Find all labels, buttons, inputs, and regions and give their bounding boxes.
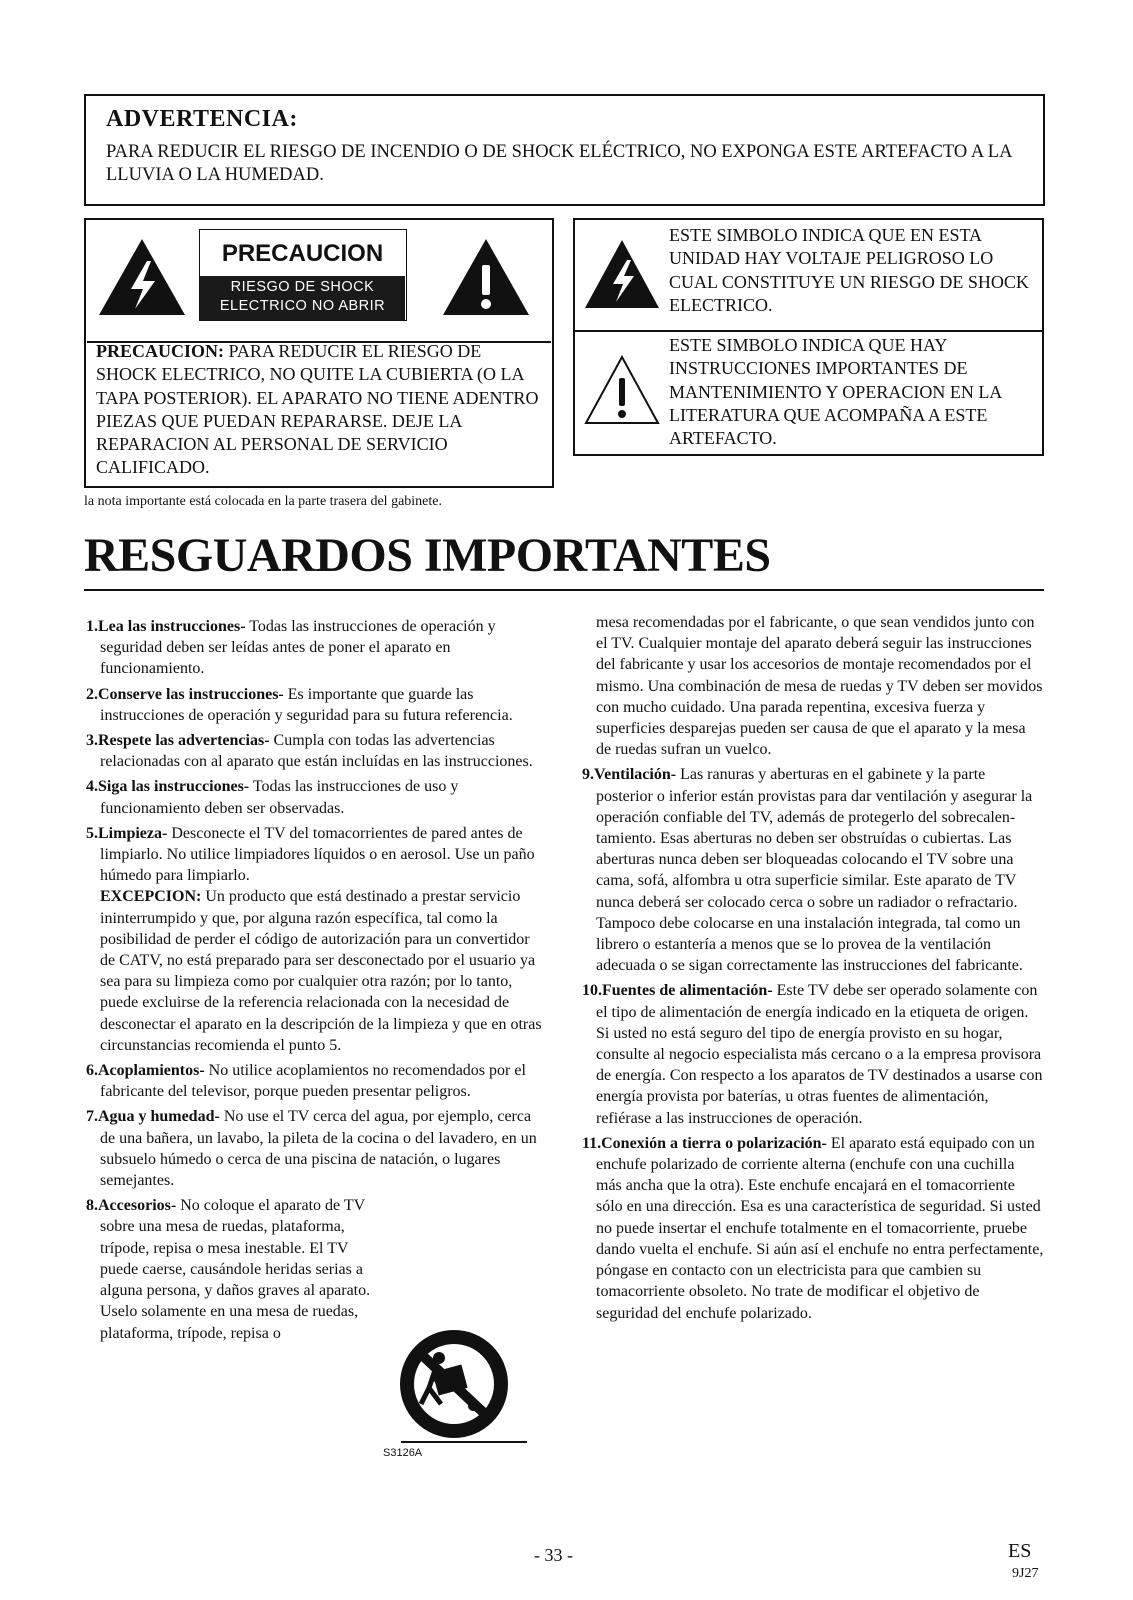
- figure-code: S3126A: [383, 1447, 423, 1459]
- advertencia-title: ADVERTENCIA:: [106, 106, 298, 132]
- item-8-continued: mesa recomendadas por el fabricante, o que sean vendidos junto con el TV. Cualquier montaje del aparato deberá seguir las instrucciones del fabricante y usar los accesorios de montaje recomendados por el mismo. Una combinación de mesa de ruedas y TV deben ser movidos con mucho cuidado. Una parada repentina, excesiva fuerza y superficies desparejas pueden ser causa de que el aparato y la mesa de ruedas sufran un vuelco.: [596, 614, 1043, 759]
- lightning-warning-icon: [97, 237, 187, 317]
- right-column: [582, 612, 1044, 1328]
- item-8: 8.Accesorios- No coloque el aparato de TV sobre una mesa de ruedas, plataforma, trípode, repisa o mesa inestable. El TV puede caerse, causándole heridas serias a alguna persona, y daños graves al aparato. Uselo solamente en una mesa de ruedas, plataforma, trípode, repisa o: [86, 1197, 371, 1342]
- precaucion-label-box: [199, 229, 407, 321]
- item-10: 10.Fuentes de alimentación- Este TV debe ser operado solamente con el tipo de alimentación de energía indicado en la etiqueta de origen. Si usted no está seguro del tipo de energía provisto en su hogar, consulte al negocio especialista más cercano o a la empresa provisora de energía. Con respecto a los aparatos de TV destinados a usarse con energía provista por baterías, u otras fuentes de alimentación, refiérase a las instrucciones de operación.: [582, 982, 1043, 1127]
- item-5-exception: EXCEPCION: Un producto que está destinado a prestar servicio ininterrumpido y que, por alguna razón específica, tal como la posibilidad de perder el código de autorización para un convertidor de CATV, no está preparado para ser desconectado por el usuario ya sea para su limpieza como por cualquier otra razón; por lo tanto, puede excluirse de la referencia relacionada con la necesidad de desconectar el aparato en la descripción de la limpieza y que en otras circunstancias recomienda el punto 5.: [100, 888, 542, 1054]
- lightning-symbol-text: ESTE SIMBOLO INDICA QUE EN ESTA UNIDAD HAY VOLTAJE PELIGROSO LO CUAL CONSTITUYE UN RIESGO DE SHOCK ELECTRICO.: [669, 225, 1029, 315]
- item-11: 11.Conexión a tierra o polarización- El aparato está equipado con un enchufe polarizado de corriente alterna (enchufe con una cuchilla más ancha que la otra). Este enchufe encajará en el tomacorriente sólo en una dirección. Esa es una característica de seguridad. Si usted no puede insertar el enchufe totalmente en el tomacorriente, pruebe dando vuelta el enchufe. Si aún así el enchufe no entra perfectamente, póngase en contacto con un electricista para que cambien su tomacorriente obsoleto. No trate de modificar el objetivo de seguridad del enchufe polarizado.: [582, 1134, 1044, 1322]
- item-7: 7.Agua y humedad- No use el TV cerca del agua, por ejemplo, cerca de una bañera, un lavabo, la pileta de la cocina o del lavadero, en un subsuelo húmedo o cerca de una piscina de natación, o lugares semejantes.: [86, 1108, 537, 1190]
- item-2: 2.Conserve las instrucciones- Es importante que guarde las instrucciones de operación y seguridad para su futura referencia.: [86, 685, 513, 724]
- symbol-box: [573, 218, 1044, 456]
- precaucion-heading: PRECAUCION:: [96, 341, 224, 361]
- precaucion-box: [84, 218, 554, 488]
- document-code: 9J27: [1012, 1566, 1039, 1581]
- item-6: 6.Acoplamientos- No utilice acoplamientos no recomendados por el fabricante del televisor, porque pueden presentar peligros.: [86, 1062, 526, 1101]
- item-9: 9.Ventilación- Las ranuras y aberturas en el gabinete y la parte posterior o inferior están provistas para dar ventilación y asegurar la operación confiable del TV, además de protegerlo del sobrecalen-tamiento. Esas aberturas no deben ser obstruídas o cubiertas. Las aberturas nunca deben ser bloqueadas colocando el TV sobre una cama, sofá, alfombra u otra superficie similar. Este aparato de TV nunca deberá ser colocado cerca o sobre un radiador o refractario. Tampoco debe colocarse en una instalación integrada, tal como un librero o estantería a menos que se lo provea de la ventilación adecuada o se sigan correctamente las instrucciones del fabricante.: [582, 766, 1033, 975]
- precaucion-body: PARA REDUCIR EL RIESGO DE SHOCK ELECTRICO, NO QUITE LA CUBIERTA (O LA TAPA POSTERIOR). EL APARATO NO TIENE ADENTRO PIEZAS QUE PUEDAN REPARARSE. DEJE LA REPARACION AL PERSONAL DE SERVICIO CALIFICADO.: [96, 341, 539, 478]
- language-code: ES: [1008, 1540, 1032, 1562]
- advertencia-text: PARA REDUCIR EL RIESGO DE INCENDIO O DE SHOCK ELÉCTRICO, NO EXPONGA ESTE ARTEFACTO A LA LLUVIA O LA HUMEDAD.: [106, 142, 1012, 185]
- title-rule: [84, 589, 1044, 591]
- item-1: 1.Lea las instrucciones- Todas las instrucciones de operación y seguridad deben ser leídas antes de poner el aparato en funcionamiento.: [86, 618, 496, 678]
- page-title: RESGUARDOS IMPORTANTES: [84, 529, 771, 582]
- band-line-2: ELECTRICO NO ABRIR: [219, 298, 386, 314]
- item-5: 5.Limpieza- Desconecte el TV del tomacorrientes de pared antes de limpiarlo. No utilice limpiadores líquidos o en aerosol. Use un paño húmedo para limpiarlo.: [86, 824, 535, 885]
- nota-text: la nota importante está colocada en la parte trasera del gabinete.: [84, 494, 442, 509]
- left-column: [86, 616, 546, 1348]
- advertencia-box: [84, 94, 1045, 206]
- item-4: 4.Siga las instrucciones- Todas las instrucciones de uso y funcionamiento deben ser observadas.: [86, 778, 459, 817]
- precaucion-text: [96, 340, 546, 480]
- cart-tipover-warning-icon: [381, 1318, 527, 1460]
- exclamation-symbol-icon: [583, 354, 661, 426]
- symbol-divider: [575, 330, 1042, 332]
- page-number: - 33 -: [534, 1545, 573, 1565]
- shock-band: [200, 276, 405, 320]
- exclamation-symbol-text: ESTE SIMBOLO INDICA QUE HAY INSTRUCCIONES IMPORTANTES DE MANTENIMIENTO Y OPERACION EN LA LITERATURA QUE ACOMPAÑA A ESTE ARTEFACTO.: [669, 335, 1002, 449]
- item-3: 3.Respete las advertencias- Cumpla con todas las advertencias relacionadas con al aparato que están incluídas en las instrucciones.: [86, 732, 533, 771]
- exclamation-warning-icon: [441, 237, 531, 317]
- precaucion-label: PRECAUCION: [221, 240, 384, 267]
- lightning-symbol-icon: [583, 238, 661, 310]
- band-line-1: RIESGO DE SHOCK: [230, 279, 375, 295]
- precaucion-banner: [87, 221, 551, 343]
